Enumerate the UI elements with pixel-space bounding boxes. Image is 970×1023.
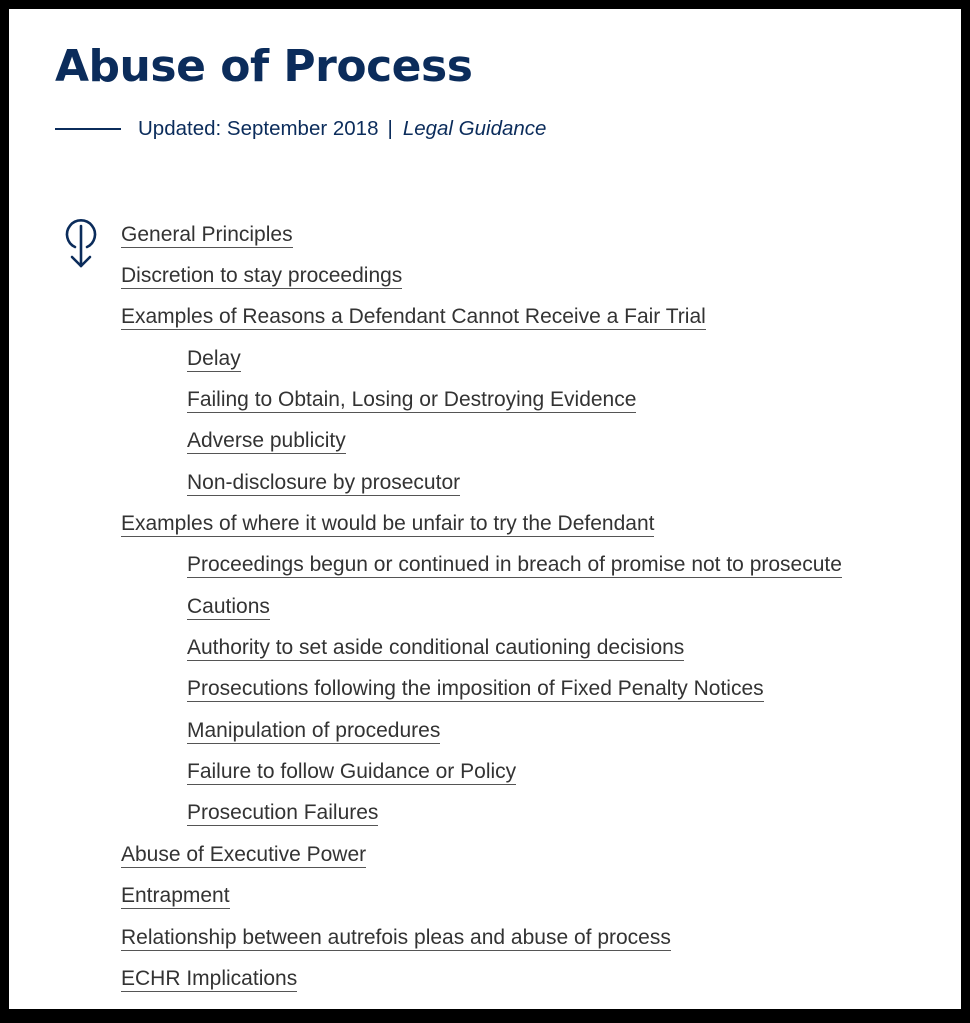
toc-link[interactable]: Failure to follow Guidance or Policy — [187, 760, 517, 784]
toc-link[interactable]: General Principles — [121, 222, 293, 246]
toc-item — [121, 545, 842, 586]
toc-item — [121, 462, 842, 503]
guidance-category: Legal Guidance — [402, 117, 547, 140]
toc-item — [121, 586, 842, 627]
toc-link[interactable]: Failing to Obtain, Losing or Destroying Evidence — [187, 388, 637, 412]
toc-item — [121, 917, 842, 958]
toc-item — [121, 793, 842, 834]
page-title: Abuse of Process — [55, 41, 473, 92]
toc-link[interactable]: Delay — [187, 346, 241, 370]
toc-item — [121, 627, 842, 668]
toc-item — [121, 379, 842, 420]
toc-link[interactable]: Discretion to stay proceedings — [121, 264, 403, 288]
toc-item — [121, 751, 842, 792]
updated-date: Updated: September 2018 — [138, 117, 379, 140]
toc-link[interactable]: Prosecutions following the imposition of Fixed Penalty Notices — [187, 677, 764, 701]
toc-link[interactable]: Cautions — [187, 594, 270, 618]
toc-link[interactable]: Proceedings begun or continued in breach of promise not to prosecute — [187, 553, 842, 577]
toc-link[interactable]: Abuse of Executive Power — [121, 842, 367, 866]
toc-item — [121, 338, 842, 379]
toc-link[interactable]: Examples of Reasons a Defendant Cannot Receive a Fair Trial — [121, 305, 706, 329]
toc-item — [121, 214, 842, 255]
toc-link[interactable]: Manipulation of procedures — [187, 718, 441, 742]
table-of-contents — [121, 214, 842, 1000]
toc-link[interactable]: Authority to set aside conditional cautioning decisions — [187, 636, 685, 660]
toc-item — [121, 710, 842, 751]
toc-item — [121, 834, 842, 875]
toc-link[interactable]: Adverse publicity — [187, 429, 346, 453]
toc-link[interactable]: Examples of where it would be unfair to try the Defendant — [121, 512, 655, 536]
toc-link[interactable]: Prosecution Failures — [187, 801, 379, 825]
toc-link[interactable]: Non-disclosure by prosecutor — [187, 470, 461, 494]
toc-item — [121, 503, 842, 544]
toc-item — [121, 255, 842, 296]
toc-link[interactable]: Entrapment — [121, 884, 230, 908]
toc-item — [121, 669, 842, 710]
toc-item — [121, 421, 842, 462]
content-frame — [9, 9, 961, 1009]
toc-link[interactable]: ECHR Implications — [121, 966, 298, 990]
toc-item — [121, 876, 842, 917]
arrow-down-circle-icon — [63, 214, 99, 270]
page-meta — [55, 113, 546, 145]
toc-item — [121, 958, 842, 999]
toc-link[interactable]: Relationship between autrefois pleas and abuse of process — [121, 925, 671, 949]
meta-rule — [55, 128, 121, 130]
meta-separator: | — [387, 117, 393, 140]
toc-item — [121, 297, 842, 338]
